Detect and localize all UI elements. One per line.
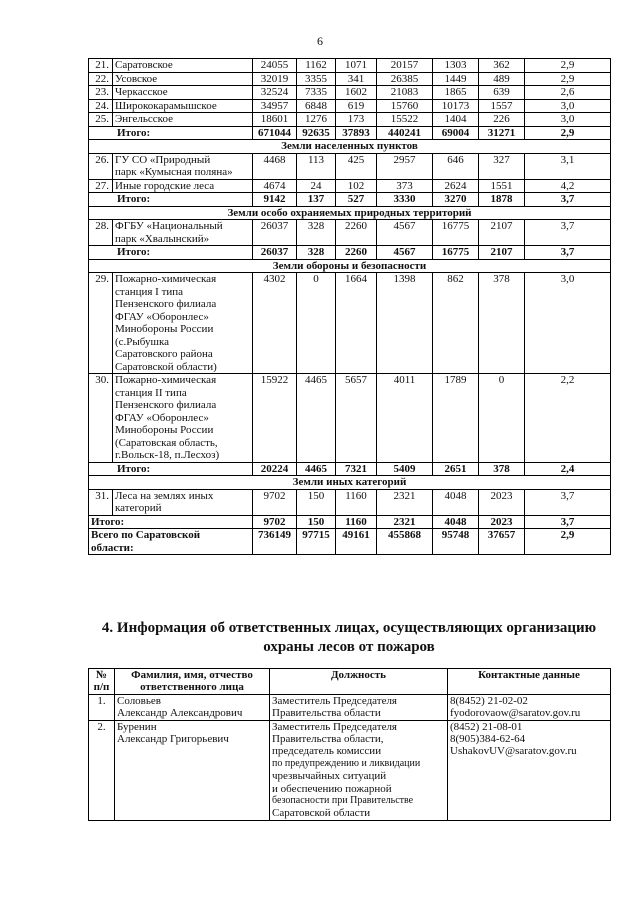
- section-label: Земли иных категорий: [89, 476, 611, 490]
- header-full-name: [115, 669, 270, 695]
- row-number: 29.: [89, 273, 113, 374]
- page-number: 6: [317, 34, 323, 48]
- value-cell: 4567: [377, 246, 433, 260]
- person-contacts: [448, 720, 611, 820]
- contact-line: fyodorovaow@saratov.gov.ru: [450, 707, 581, 720]
- row-number: 21.: [89, 59, 113, 73]
- table-row: [89, 99, 611, 113]
- header-line: Фамилия, имя, отчество: [131, 669, 253, 681]
- value-cell: 37657: [479, 529, 525, 555]
- header-line: п/п: [93, 681, 110, 694]
- value-cell: 327: [479, 153, 525, 179]
- value-cell: 341: [336, 72, 377, 86]
- row-name-line: Саратовское: [115, 59, 173, 71]
- value-cell: 671044: [253, 126, 297, 140]
- person-name-line: Александр Григорьевич: [117, 733, 229, 746]
- table-row: [89, 694, 611, 720]
- value-cell: 378: [479, 462, 525, 476]
- header-line: Должность: [330, 669, 386, 681]
- row-name-line: станция II типа: [115, 386, 187, 399]
- header-line: Контактные данные: [478, 669, 580, 681]
- row-number: 23.: [89, 86, 113, 100]
- value-cell: 328: [297, 246, 336, 260]
- value-cell: 7321: [336, 462, 377, 476]
- position-line: по предупреждению и ликвидации: [272, 757, 421, 769]
- row-name-line: Ширококарамышское: [115, 99, 217, 112]
- table-row: [89, 59, 611, 73]
- section-4-title-line-2: охраны лесов от пожаров: [263, 639, 435, 655]
- value-cell: 15922: [253, 374, 297, 463]
- total-label: Итого:: [89, 193, 253, 207]
- value-cell: 619: [336, 99, 377, 113]
- row-name: [113, 179, 253, 193]
- row-name-line: Усовское: [115, 72, 158, 85]
- row-name-line: г.Вольск-18, п.Лесхоз): [115, 449, 220, 461]
- row-name: [113, 153, 253, 179]
- row-number: 1.: [89, 694, 115, 720]
- value-cell: 3330: [377, 193, 433, 207]
- total-label-line: области:: [91, 541, 134, 554]
- value-cell: 4468: [253, 153, 297, 179]
- value-cell: 0: [297, 273, 336, 374]
- value-cell: 1551: [479, 179, 525, 193]
- row-name: [113, 59, 253, 73]
- value-cell: 16775: [433, 220, 479, 246]
- row-name-line: Саратовского района: [115, 348, 213, 360]
- value-cell: 32524: [253, 86, 297, 100]
- ratio-cell: 2,9: [525, 59, 611, 73]
- row-name-line: Минобороны России: [115, 323, 214, 335]
- section-label: Земли населенных пунктов: [89, 140, 611, 154]
- value-cell: 1303: [433, 59, 479, 73]
- value-cell: 34957: [253, 99, 297, 113]
- ratio-cell: 4,2: [525, 179, 611, 193]
- value-cell: 4302: [253, 273, 297, 374]
- row-name-line: ГУ СО «Природный: [115, 153, 211, 166]
- forest-statistics-table: [88, 58, 611, 555]
- value-cell: 2023: [479, 515, 525, 529]
- row-name-line: Пожарно-химическая: [115, 374, 217, 386]
- row-name-line: ФГАУ «Оборонлес»: [115, 310, 209, 323]
- value-cell: 4674: [253, 179, 297, 193]
- value-cell: 1276: [297, 113, 336, 127]
- header-line: №: [95, 669, 108, 681]
- contact-line: 8(905)384-62-64: [450, 733, 526, 746]
- value-cell: 1160: [336, 515, 377, 529]
- value-cell: 150: [297, 489, 336, 515]
- value-cell: 489: [479, 72, 525, 86]
- ratio-cell: 3,7: [525, 515, 611, 529]
- value-cell: 18601: [253, 113, 297, 127]
- ratio-cell: 2,4: [525, 462, 611, 476]
- row-name-line: Леса на землях иных: [115, 489, 214, 502]
- total-label: Итого:: [89, 126, 253, 140]
- value-cell: 1449: [433, 72, 479, 86]
- ratio-cell: 2,6: [525, 86, 611, 100]
- value-cell: 24: [297, 179, 336, 193]
- value-cell: 2107: [479, 246, 525, 260]
- row-name: [113, 374, 253, 463]
- table-row: [89, 153, 611, 179]
- value-cell: 1664: [336, 273, 377, 374]
- header-line: ответственного лица: [140, 681, 244, 694]
- total-row: [89, 515, 611, 529]
- total-label-line: Итого:: [91, 515, 125, 528]
- value-cell: 26385: [377, 72, 433, 86]
- value-cell: 1557: [479, 99, 525, 113]
- section-header-row: [89, 140, 611, 154]
- row-name-line: парк «Хвалынский»: [115, 232, 210, 245]
- value-cell: 378: [479, 273, 525, 374]
- total-row: [89, 529, 611, 555]
- row-name-line: парк «Кумысная поляна»: [115, 166, 233, 178]
- value-cell: 5409: [377, 462, 433, 476]
- section-header-row: [89, 259, 611, 273]
- value-cell: 1602: [336, 86, 377, 100]
- row-number: 26.: [89, 153, 113, 179]
- total-row: [89, 126, 611, 140]
- value-cell: 4465: [297, 374, 336, 463]
- row-number: 27.: [89, 179, 113, 193]
- value-cell: 226: [479, 113, 525, 127]
- value-cell: 32019: [253, 72, 297, 86]
- value-cell: 1404: [433, 113, 479, 127]
- total-row: [89, 462, 611, 476]
- value-cell: 9702: [253, 515, 297, 529]
- value-cell: 9142: [253, 193, 297, 207]
- value-cell: 95748: [433, 529, 479, 555]
- row-name: [113, 489, 253, 515]
- value-cell: 1071: [336, 59, 377, 73]
- value-cell: 69004: [433, 126, 479, 140]
- value-cell: 736149: [253, 529, 297, 555]
- table-row: [89, 374, 611, 463]
- total-row: [89, 193, 611, 207]
- table-row: [89, 220, 611, 246]
- row-name-line: станция I типа: [115, 285, 184, 298]
- value-cell: 1865: [433, 86, 479, 100]
- value-cell: 97715: [297, 529, 336, 555]
- section-header-row: [89, 476, 611, 490]
- value-cell: 10173: [433, 99, 479, 113]
- value-cell: 0: [479, 374, 525, 463]
- value-cell: 2321: [377, 515, 433, 529]
- table-row: [89, 489, 611, 515]
- row-name-line: Пожарно-химическая: [115, 273, 217, 285]
- row-number: 2.: [89, 720, 115, 820]
- value-cell: 639: [479, 86, 525, 100]
- row-number: 30.: [89, 374, 113, 463]
- value-cell: 2651: [433, 462, 479, 476]
- value-cell: 1398: [377, 273, 433, 374]
- row-name-line: категорий: [115, 502, 162, 514]
- position-line: безопасности при Правительстве: [272, 795, 414, 807]
- value-cell: 1789: [433, 374, 479, 463]
- value-cell: 2321: [377, 489, 433, 515]
- value-cell: 4011: [377, 374, 433, 463]
- value-cell: 455868: [377, 529, 433, 555]
- value-cell: 15760: [377, 99, 433, 113]
- value-cell: 21083: [377, 86, 433, 100]
- ratio-cell: 3,7: [525, 489, 611, 515]
- ratio-cell: 2,9: [525, 126, 611, 140]
- total-row: [89, 246, 611, 260]
- total-label: Итого:: [89, 462, 253, 476]
- row-name: [113, 273, 253, 374]
- value-cell: 440241: [377, 126, 433, 140]
- value-cell: 2624: [433, 179, 479, 193]
- position-line: председатель комиссии: [272, 745, 382, 758]
- value-cell: 4048: [433, 515, 479, 529]
- contact-line: UshakovUV@saratov.gov.ru: [450, 745, 577, 758]
- value-cell: 9702: [253, 489, 297, 515]
- row-name: [113, 86, 253, 100]
- value-cell: 4048: [433, 489, 479, 515]
- value-cell: 16775: [433, 246, 479, 260]
- row-name-line: Саратовской области): [115, 360, 217, 373]
- row-name-line: ФГАУ «Оборонлес»: [115, 411, 209, 424]
- ratio-cell: 3,0: [525, 273, 611, 374]
- section-4-title: [88, 619, 610, 657]
- ratio-cell: 3,0: [525, 99, 611, 113]
- value-cell: 102: [336, 179, 377, 193]
- contact-line: 8(8452) 21-02-02: [450, 694, 528, 707]
- person-contacts: [448, 694, 611, 720]
- row-name-line: Пензенского филиала: [115, 298, 217, 310]
- total-label: Итого:: [89, 246, 253, 260]
- value-cell: 7335: [297, 86, 336, 100]
- value-cell: 20224: [253, 462, 297, 476]
- value-cell: 26037: [253, 246, 297, 260]
- row-number: 28.: [89, 220, 113, 246]
- row-name-line: (с.Рыбушка: [115, 335, 170, 348]
- row-number: 31.: [89, 489, 113, 515]
- table-row: [89, 720, 611, 820]
- section-4-title-line-1: 4. Информация об ответственных лицах, осуществляющих организацию: [101, 620, 597, 636]
- value-cell: 49161: [336, 529, 377, 555]
- position-line: Заместитель Председателя: [272, 720, 397, 733]
- position-line: чрезвычайных ситуаций: [272, 770, 387, 783]
- header-number: [89, 669, 115, 695]
- ratio-cell: 2,9: [525, 529, 611, 555]
- section-label: Земли особо охраняемых природных территорий: [89, 206, 611, 220]
- value-cell: 2260: [336, 220, 377, 246]
- contact-line: (8452) 21-08-01: [450, 720, 523, 733]
- table-row: [89, 86, 611, 100]
- row-name-line: Энгельсское: [115, 113, 173, 125]
- table-row: [89, 273, 611, 374]
- person-name: [115, 720, 270, 820]
- value-cell: 4465: [297, 462, 336, 476]
- section-header-row: [89, 206, 611, 220]
- position-line: Саратовской области: [272, 807, 371, 820]
- value-cell: 2107: [479, 220, 525, 246]
- position-line: и обеспечению пожарной: [272, 782, 392, 795]
- responsible-persons-table: [88, 668, 611, 821]
- value-cell: 646: [433, 153, 479, 179]
- total-label: [89, 529, 253, 555]
- value-cell: 425: [336, 153, 377, 179]
- total-label-line: Всего по Саратовской: [91, 529, 201, 541]
- row-name-line: (Саратовская область,: [115, 436, 218, 449]
- ratio-cell: 3,1: [525, 153, 611, 179]
- person-name-line: Буренин: [117, 720, 157, 733]
- value-cell: 1878: [479, 193, 525, 207]
- ratio-cell: 2,9: [525, 72, 611, 86]
- value-cell: 15522: [377, 113, 433, 127]
- row-number: 24.: [89, 99, 113, 113]
- value-cell: 328: [297, 220, 336, 246]
- value-cell: 24055: [253, 59, 297, 73]
- value-cell: 2023: [479, 489, 525, 515]
- row-name-line: Пензенского филиала: [115, 399, 217, 411]
- ratio-cell: 3,0: [525, 113, 611, 127]
- ratio-cell: 3,7: [525, 246, 611, 260]
- value-cell: 2957: [377, 153, 433, 179]
- row-name-line: Минобороны России: [115, 424, 214, 436]
- value-cell: 527: [336, 193, 377, 207]
- value-cell: 1160: [336, 489, 377, 515]
- person-name: [115, 694, 270, 720]
- value-cell: 362: [479, 59, 525, 73]
- value-cell: 137: [297, 193, 336, 207]
- value-cell: 373: [377, 179, 433, 193]
- value-cell: 4567: [377, 220, 433, 246]
- person-name-line: Соловьев: [117, 694, 161, 707]
- value-cell: 20157: [377, 59, 433, 73]
- value-cell: 113: [297, 153, 336, 179]
- value-cell: 31271: [479, 126, 525, 140]
- row-name: [113, 99, 253, 113]
- row-name: [113, 72, 253, 86]
- value-cell: 37893: [336, 126, 377, 140]
- table-row: [89, 179, 611, 193]
- table-row: [89, 113, 611, 127]
- row-name: [113, 220, 253, 246]
- value-cell: 26037: [253, 220, 297, 246]
- row-name-line: ФГБУ «Национальный: [115, 220, 223, 232]
- row-number: 22.: [89, 72, 113, 86]
- value-cell: 2260: [336, 246, 377, 260]
- table-row: [89, 72, 611, 86]
- ratio-cell: 3,7: [525, 220, 611, 246]
- position-line: Правительства области: [272, 707, 381, 720]
- value-cell: 5657: [336, 374, 377, 463]
- person-position: [270, 720, 448, 820]
- row-name-line: Черкасское: [115, 86, 168, 98]
- row-name: [113, 113, 253, 127]
- header-contacts: [448, 669, 611, 695]
- value-cell: 150: [297, 515, 336, 529]
- header-position: [270, 669, 448, 695]
- ratio-cell: 3,7: [525, 193, 611, 207]
- total-label: [89, 515, 253, 529]
- person-position: [270, 694, 448, 720]
- responsible-table-header: [89, 669, 611, 695]
- value-cell: 3270: [433, 193, 479, 207]
- value-cell: 862: [433, 273, 479, 374]
- value-cell: 92635: [297, 126, 336, 140]
- section-label: Земли обороны и безопасности: [89, 259, 611, 273]
- value-cell: 173: [336, 113, 377, 127]
- row-number: 25.: [89, 113, 113, 127]
- ratio-cell: 2,2: [525, 374, 611, 463]
- value-cell: 3355: [297, 72, 336, 86]
- value-cell: 6848: [297, 99, 336, 113]
- row-name-line: Иные городские леса: [115, 179, 215, 192]
- value-cell: 1162: [297, 59, 336, 73]
- position-line: Правительства области,: [272, 733, 384, 746]
- position-line: Заместитель Председателя: [272, 694, 397, 707]
- person-name-line: Александр Александрович: [117, 707, 243, 720]
